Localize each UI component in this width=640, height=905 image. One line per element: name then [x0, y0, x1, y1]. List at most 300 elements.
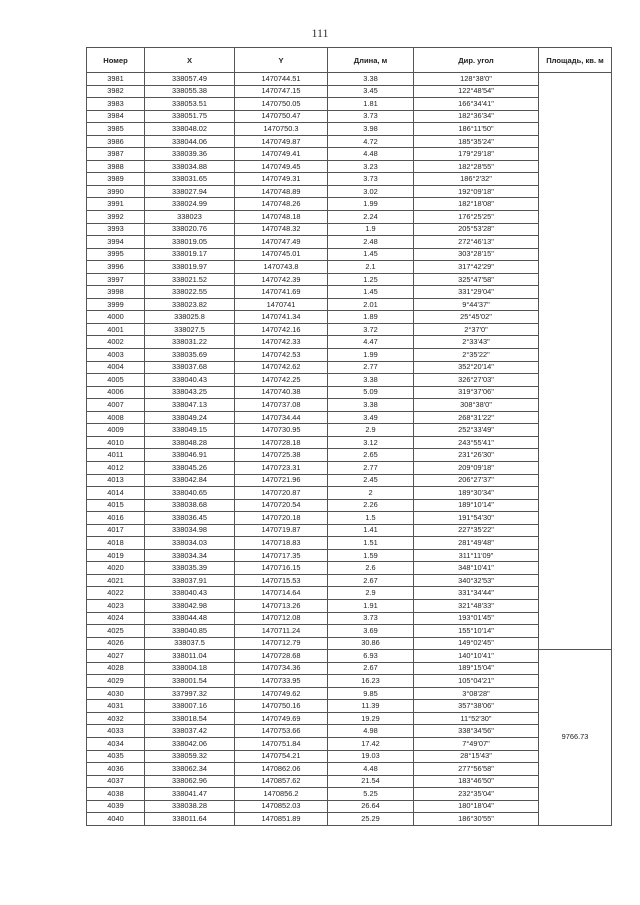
cell-length: 21.54 — [328, 775, 414, 788]
cell-y: 1470712.08 — [235, 612, 328, 625]
cell-angle: 186°30'55" — [414, 813, 539, 826]
cell-length: 2.65 — [328, 449, 414, 462]
table-row — [87, 499, 612, 512]
cell-x: 338043.25 — [145, 386, 235, 399]
cell-y: 1470742.53 — [235, 349, 328, 362]
cell-angle: 352°20'14" — [414, 361, 539, 374]
cell-length: 1.99 — [328, 349, 414, 362]
cell-angle: 331°34'44" — [414, 587, 539, 600]
cell-y: 1470720.54 — [235, 499, 328, 512]
table-row — [87, 587, 612, 600]
cell-x: 338034.98 — [145, 524, 235, 537]
cell-y: 1470745.01 — [235, 248, 328, 261]
cell-y: 1470743.8 — [235, 261, 328, 274]
cell-angle: 192°09'18" — [414, 185, 539, 198]
cell-length: 30.86 — [328, 637, 414, 650]
table-row — [87, 512, 612, 525]
cell-length: 4.72 — [328, 135, 414, 148]
cell-length: 1.51 — [328, 537, 414, 550]
cell-y: 1470749.87 — [235, 135, 328, 148]
cell-length: 2 — [328, 487, 414, 500]
cell-number: 3989 — [87, 173, 145, 186]
table-row — [87, 323, 612, 336]
cell-y: 1470742.39 — [235, 273, 328, 286]
cell-angle: 311°11'09" — [414, 549, 539, 562]
table-row — [87, 123, 612, 136]
cell-number: 4040 — [87, 813, 145, 826]
cell-number: 3985 — [87, 123, 145, 136]
cell-y: 1470720.18 — [235, 512, 328, 525]
cell-number: 3990 — [87, 185, 145, 198]
cell-length: 3.73 — [328, 110, 414, 123]
cell-angle: 189°10'14" — [414, 499, 539, 512]
cell-x: 338059.32 — [145, 750, 235, 763]
table-row — [87, 524, 612, 537]
cell-angle: 189°30'34" — [414, 487, 539, 500]
cell-y: 1470734.36 — [235, 662, 328, 675]
cell-y: 1470712.79 — [235, 637, 328, 650]
cell-angle: 155°10'14" — [414, 625, 539, 638]
table-row — [87, 73, 612, 86]
cell-number: 4011 — [87, 449, 145, 462]
cell-length: 3.12 — [328, 436, 414, 449]
cell-angle: 319°37'06" — [414, 386, 539, 399]
cell-angle: 179°29'18" — [414, 148, 539, 161]
cell-x: 338041.47 — [145, 788, 235, 801]
cell-angle: 122°48'54" — [414, 85, 539, 98]
table-row — [87, 474, 612, 487]
cell-angle: 183°46'50" — [414, 775, 539, 788]
cell-number: 4028 — [87, 662, 145, 675]
cell-length: 3.49 — [328, 411, 414, 424]
cell-x: 338040.43 — [145, 374, 235, 387]
cell-number: 4024 — [87, 612, 145, 625]
cell-x: 338040.85 — [145, 625, 235, 638]
cell-y: 1470856.2 — [235, 788, 328, 801]
cell-number: 4009 — [87, 424, 145, 437]
cell-angle: 272°46'13" — [414, 236, 539, 249]
cell-y: 1470720.87 — [235, 487, 328, 500]
cell-number: 3994 — [87, 236, 145, 249]
cell-angle: 182°36'34" — [414, 110, 539, 123]
table-row — [87, 386, 612, 399]
cell-y: 1470753.66 — [235, 725, 328, 738]
table-row — [87, 675, 612, 688]
cell-angle: 231°26'30" — [414, 449, 539, 462]
cell-y: 1470749.45 — [235, 160, 328, 173]
cell-length: 1.81 — [328, 98, 414, 111]
cell-y: 1470749.62 — [235, 687, 328, 700]
cell-y: 1470719.87 — [235, 524, 328, 537]
cell-length: 2.9 — [328, 424, 414, 437]
cell-y: 1470750.3 — [235, 123, 328, 136]
cell-y: 1470742.62 — [235, 361, 328, 374]
cell-x: 338007.16 — [145, 700, 235, 713]
cell-angle: 186°2'32" — [414, 173, 539, 186]
table-row — [87, 650, 612, 663]
cell-y: 1470748.32 — [235, 223, 328, 236]
cell-x: 338027.5 — [145, 323, 235, 336]
table-row — [87, 788, 612, 801]
cell-x: 338040.43 — [145, 587, 235, 600]
table-row — [87, 625, 612, 638]
table-row — [87, 612, 612, 625]
cell-angle: 308°38'0" — [414, 399, 539, 412]
cell-y: 1470721.96 — [235, 474, 328, 487]
cell-x: 338021.52 — [145, 273, 235, 286]
cell-length: 2.67 — [328, 574, 414, 587]
cell-number: 4015 — [87, 499, 145, 512]
cell-x: 338053.51 — [145, 98, 235, 111]
cell-number: 4010 — [87, 436, 145, 449]
cell-number: 4023 — [87, 599, 145, 612]
table-row — [87, 336, 612, 349]
cell-number: 4039 — [87, 800, 145, 813]
cell-number: 4034 — [87, 737, 145, 750]
cell-number: 3997 — [87, 273, 145, 286]
cell-number: 4021 — [87, 574, 145, 587]
cell-number: 4038 — [87, 788, 145, 801]
cell-length: 3.45 — [328, 85, 414, 98]
cell-number: 4004 — [87, 361, 145, 374]
table-row — [87, 775, 612, 788]
cell-x: 338023.82 — [145, 298, 235, 311]
cell-angle: 2°37'0" — [414, 323, 539, 336]
cell-number: 4035 — [87, 750, 145, 763]
cell-y: 1470741.34 — [235, 311, 328, 324]
header-x: X — [145, 48, 235, 73]
cell-angle: 166°34'41" — [414, 98, 539, 111]
cell-y: 1470728.18 — [235, 436, 328, 449]
cell-length: 19.29 — [328, 712, 414, 725]
cell-x: 337997.32 — [145, 687, 235, 700]
cell-x: 338037.68 — [145, 361, 235, 374]
cell-number: 4037 — [87, 775, 145, 788]
cell-number: 4031 — [87, 700, 145, 713]
table-row — [87, 298, 612, 311]
cell-y: 1470747.49 — [235, 236, 328, 249]
table-row — [87, 160, 612, 173]
table-row — [87, 461, 612, 474]
cell-length: 1.89 — [328, 311, 414, 324]
cell-length: 2.77 — [328, 361, 414, 374]
cell-y: 1470857.62 — [235, 775, 328, 788]
cell-number: 4005 — [87, 374, 145, 387]
cell-angle: 325°47'58" — [414, 273, 539, 286]
cell-y: 1470751.84 — [235, 737, 328, 750]
cell-x: 338057.49 — [145, 73, 235, 86]
cell-length: 11.39 — [328, 700, 414, 713]
cell-x: 338046.91 — [145, 449, 235, 462]
cell-length: 17.42 — [328, 737, 414, 750]
cell-length: 2.9 — [328, 587, 414, 600]
table-row — [87, 135, 612, 148]
cell-angle: 105°04'21" — [414, 675, 539, 688]
cell-y: 1470851.89 — [235, 813, 328, 826]
cell-length: 3.69 — [328, 625, 414, 638]
cell-number: 4020 — [87, 562, 145, 575]
cell-angle: 243°55'41" — [414, 436, 539, 449]
cell-length: 1.45 — [328, 248, 414, 261]
cell-number: 3982 — [87, 85, 145, 98]
cell-number: 3996 — [87, 261, 145, 274]
header-row — [87, 48, 612, 73]
table-row — [87, 198, 612, 211]
cell-x: 338022.55 — [145, 286, 235, 299]
cell-y: 1470748.89 — [235, 185, 328, 198]
cell-angle: 182°28'55" — [414, 160, 539, 173]
cell-angle: 3°08'28" — [414, 687, 539, 700]
cell-angle: 317°42'29" — [414, 261, 539, 274]
cell-x: 338044.06 — [145, 135, 235, 148]
cell-y: 1470749.41 — [235, 148, 328, 161]
cell-length: 3.98 — [328, 123, 414, 136]
table-row — [87, 487, 612, 500]
cell-x: 338042.84 — [145, 474, 235, 487]
table-row — [87, 261, 612, 274]
cell-number: 4033 — [87, 725, 145, 738]
cell-angle: 338°34'56" — [414, 725, 539, 738]
cell-length: 1.59 — [328, 549, 414, 562]
cell-x: 338019.05 — [145, 236, 235, 249]
cell-angle: 326°27'03" — [414, 374, 539, 387]
cell-length: 19.03 — [328, 750, 414, 763]
cell-number: 3991 — [87, 198, 145, 211]
cell-angle: 277°56'58" — [414, 763, 539, 776]
cell-angle: 176°25'25" — [414, 211, 539, 224]
cell-angle: 2°33'43" — [414, 336, 539, 349]
table-row — [87, 813, 612, 826]
cell-number: 4032 — [87, 712, 145, 725]
cell-x: 338036.45 — [145, 512, 235, 525]
cell-y: 1470711.24 — [235, 625, 328, 638]
cell-number: 3983 — [87, 98, 145, 111]
cell-number: 4017 — [87, 524, 145, 537]
table-row — [87, 800, 612, 813]
table-row — [87, 349, 612, 362]
table-row — [87, 211, 612, 224]
cell-x: 338051.75 — [145, 110, 235, 123]
cell-angle: 193°01'45" — [414, 612, 539, 625]
cell-x: 338004.18 — [145, 662, 235, 675]
table-row — [87, 449, 612, 462]
table-row — [87, 374, 612, 387]
cell-y: 1470723.31 — [235, 461, 328, 474]
cell-angle: 303°28'15" — [414, 248, 539, 261]
cell-x: 338019.97 — [145, 261, 235, 274]
cell-angle: 11°52'30" — [414, 712, 539, 725]
cell-number: 4030 — [87, 687, 145, 700]
cell-length: 5.09 — [328, 386, 414, 399]
cell-x: 338034.03 — [145, 537, 235, 550]
cell-angle: 191°54'30" — [414, 512, 539, 525]
cell-y: 1470716.15 — [235, 562, 328, 575]
cell-angle: 268°31'22" — [414, 411, 539, 424]
page-number: 111 — [311, 26, 329, 40]
cell-x: 338049.24 — [145, 411, 235, 424]
table-row — [87, 173, 612, 186]
cell-angle: 182°18'08" — [414, 198, 539, 211]
cell-y: 1470733.95 — [235, 675, 328, 688]
cell-x: 338037.42 — [145, 725, 235, 738]
header-y: Y — [235, 48, 328, 73]
cell-y: 1470741 — [235, 298, 328, 311]
cell-length: 25.29 — [328, 813, 414, 826]
cell-angle: 149°02'45" — [414, 637, 539, 650]
header-length: Длина, м — [328, 48, 414, 73]
cell-y: 1470754.21 — [235, 750, 328, 763]
table-row — [87, 574, 612, 587]
cell-x: 338037.91 — [145, 574, 235, 587]
table-row — [87, 361, 612, 374]
cell-length: 1.45 — [328, 286, 414, 299]
cell-x: 338020.76 — [145, 223, 235, 236]
cell-x: 338048.28 — [145, 436, 235, 449]
cell-length: 2.45 — [328, 474, 414, 487]
table-row — [87, 286, 612, 299]
table-row — [87, 98, 612, 111]
cell-number: 3999 — [87, 298, 145, 311]
cell-length: 9.85 — [328, 687, 414, 700]
cell-y: 1470742.25 — [235, 374, 328, 387]
cell-x: 338044.48 — [145, 612, 235, 625]
cell-length: 4.48 — [328, 763, 414, 776]
cell-y: 1470740.38 — [235, 386, 328, 399]
cell-y: 1470715.53 — [235, 574, 328, 587]
cell-x: 338047.13 — [145, 399, 235, 412]
area-cell-blank — [539, 73, 612, 650]
cell-number: 4027 — [87, 650, 145, 663]
cell-number: 4026 — [87, 637, 145, 650]
table-row — [87, 85, 612, 98]
cell-angle: 128°38'0" — [414, 73, 539, 86]
cell-number: 4006 — [87, 386, 145, 399]
cell-x: 338039.36 — [145, 148, 235, 161]
cell-y: 1470734.44 — [235, 411, 328, 424]
table-row — [87, 148, 612, 161]
cell-number: 4002 — [87, 336, 145, 349]
cell-x: 338025.8 — [145, 311, 235, 324]
cell-y: 1470714.64 — [235, 587, 328, 600]
cell-length: 3.38 — [328, 374, 414, 387]
cell-y: 1470750.05 — [235, 98, 328, 111]
cell-x: 338040.65 — [145, 487, 235, 500]
cell-x: 338048.02 — [145, 123, 235, 136]
cell-angle: 189°15'04" — [414, 662, 539, 675]
cell-length: 1.5 — [328, 512, 414, 525]
cell-length: 5.25 — [328, 788, 414, 801]
cell-angle: 340°32'53" — [414, 574, 539, 587]
cell-length: 4.48 — [328, 148, 414, 161]
table-row — [87, 750, 612, 763]
cell-angle: 281°49'48" — [414, 537, 539, 550]
header-area: Площадь, кв. м — [539, 48, 612, 73]
cell-length: 2.6 — [328, 562, 414, 575]
area-value: 9766.73 — [539, 650, 612, 826]
cell-x: 338031.65 — [145, 173, 235, 186]
cell-number: 4014 — [87, 487, 145, 500]
cell-length: 2.48 — [328, 236, 414, 249]
cell-length: 3.38 — [328, 73, 414, 86]
cell-length: 2.77 — [328, 461, 414, 474]
cell-angle: 348°10'41" — [414, 562, 539, 575]
cell-angle: 28°15'43" — [414, 750, 539, 763]
cell-number: 3981 — [87, 73, 145, 86]
cell-y: 1470730.95 — [235, 424, 328, 437]
cell-y: 1470750.16 — [235, 700, 328, 713]
cell-x: 338011.64 — [145, 813, 235, 826]
cell-length: 2.24 — [328, 211, 414, 224]
cell-length: 26.64 — [328, 800, 414, 813]
cell-angle: 209°09'18" — [414, 461, 539, 474]
cell-x: 338034.34 — [145, 549, 235, 562]
cell-number: 4025 — [87, 625, 145, 638]
cell-length: 1.25 — [328, 273, 414, 286]
cell-length: 2.67 — [328, 662, 414, 675]
cell-y: 1470741.69 — [235, 286, 328, 299]
cell-x: 338035.69 — [145, 349, 235, 362]
table-row — [87, 436, 612, 449]
cell-number: 3998 — [87, 286, 145, 299]
coordinates-table — [86, 47, 612, 826]
cell-length: 4.98 — [328, 725, 414, 738]
cell-length: 3.73 — [328, 173, 414, 186]
cell-x: 338062.34 — [145, 763, 235, 776]
cell-angle: 206°27'37" — [414, 474, 539, 487]
cell-angle: 331°29'04" — [414, 286, 539, 299]
cell-x: 338034.88 — [145, 160, 235, 173]
cell-y: 1470749.69 — [235, 712, 328, 725]
cell-number: 3995 — [87, 248, 145, 261]
table-row — [87, 411, 612, 424]
cell-number: 4029 — [87, 675, 145, 688]
cell-y: 1470750.47 — [235, 110, 328, 123]
cell-angle: 140°10'41" — [414, 650, 539, 663]
cell-number: 4018 — [87, 537, 145, 550]
cell-x: 338031.22 — [145, 336, 235, 349]
cell-length: 16.23 — [328, 675, 414, 688]
cell-length: 2.1 — [328, 261, 414, 274]
cell-x: 338011.04 — [145, 650, 235, 663]
table-row — [87, 236, 612, 249]
cell-angle: 321°48'33" — [414, 599, 539, 612]
cell-x: 338062.96 — [145, 775, 235, 788]
cell-angle: 232°35'04" — [414, 788, 539, 801]
cell-length: 2.26 — [328, 499, 414, 512]
cell-x: 338024.99 — [145, 198, 235, 211]
cell-length: 3.72 — [328, 323, 414, 336]
cell-number: 3986 — [87, 135, 145, 148]
table-row — [87, 700, 612, 713]
cell-angle: 185°35'24" — [414, 135, 539, 148]
cell-x: 338045.26 — [145, 461, 235, 474]
cell-number: 4008 — [87, 411, 145, 424]
cell-number: 4007 — [87, 399, 145, 412]
cell-y: 1470748.18 — [235, 211, 328, 224]
cell-y: 1470718.83 — [235, 537, 328, 550]
cell-x: 338037.5 — [145, 637, 235, 650]
cell-length: 4.47 — [328, 336, 414, 349]
cell-length: 1.91 — [328, 599, 414, 612]
cell-number: 4016 — [87, 512, 145, 525]
cell-x: 338018.54 — [145, 712, 235, 725]
cell-angle: 252°33'49" — [414, 424, 539, 437]
table-row — [87, 537, 612, 550]
table-row — [87, 637, 612, 650]
cell-number: 4013 — [87, 474, 145, 487]
table-row — [87, 763, 612, 776]
cell-y: 1470737.08 — [235, 399, 328, 412]
